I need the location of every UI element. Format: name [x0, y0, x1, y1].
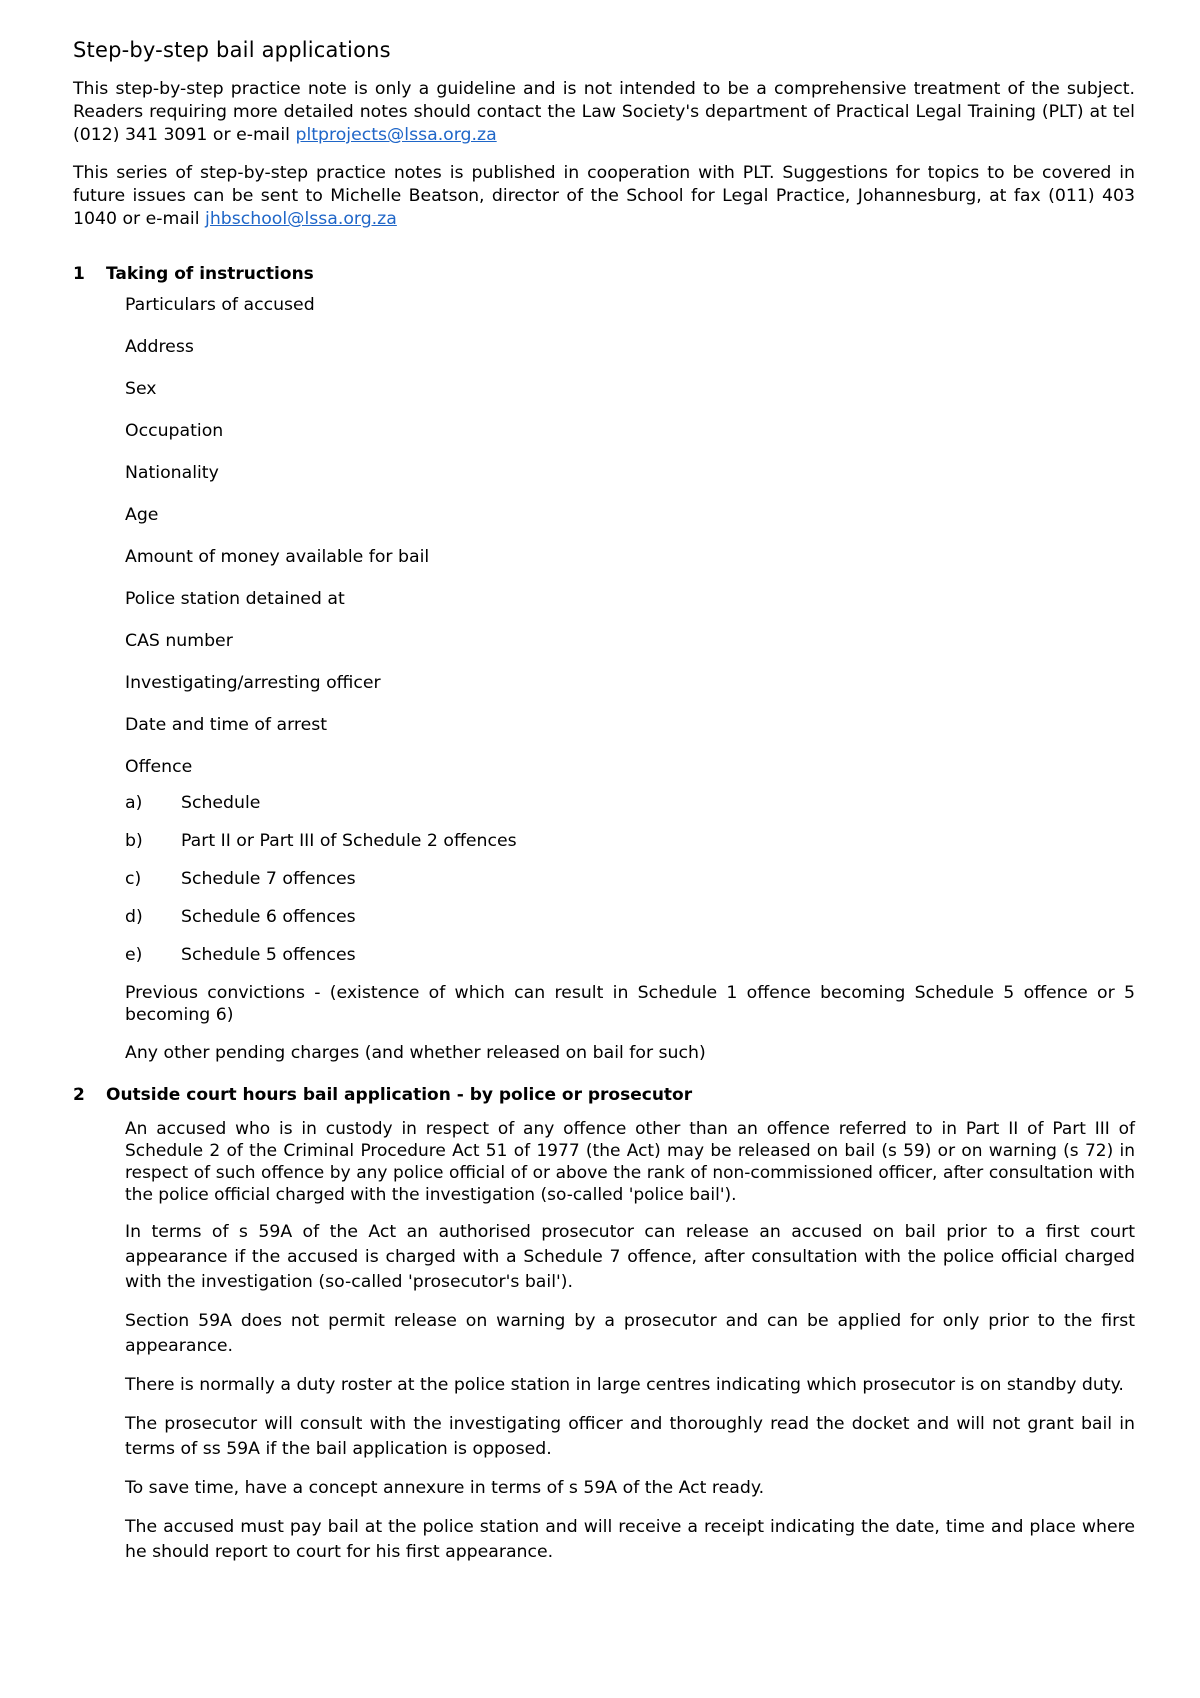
section-1-title: Taking of instructions	[106, 264, 314, 284]
sub-item-label: a)	[125, 793, 143, 813]
sub-item	[125, 792, 1135, 814]
intro-2-text: This series of step-by-step practice notes is published in cooperation with PLT. Suggestions for topics to be covered in future issues can be sent to Michelle Beatson, director of the School for Legal Practice, Johannesburg, at fax (011) 403 1040 or e-mail	[73, 163, 1135, 229]
list-item: Particulars of accused	[125, 295, 315, 315]
section-2-heading	[73, 1084, 1135, 1106]
list-item: Offence	[125, 757, 193, 777]
sub-item-label: d)	[125, 907, 143, 927]
intro-1-text: This step-by-step practice note is only a guideline and is not intended to be a comprehensive treatment of the subject. Readers requiring more detailed notes should contact the Law Society's department of Practical Legal Training (PLT) at tel (012) 341 3091 or e-mail	[73, 79, 1135, 145]
section-1-number: 1	[73, 264, 85, 284]
previous-convictions-item: Previous convictions - (existence of which can result in Schedule 1 offence becoming Schedule 5 offence or 5 becoming 6)	[125, 983, 1135, 1025]
sub-item-text: Schedule 6 offences	[181, 907, 356, 927]
sub-item-text: Part II or Part III of Schedule 2 offences	[181, 831, 517, 851]
sub-item	[125, 944, 1135, 966]
email-link-jhbschool[interactable]: jhbschool@lssa.org.za	[205, 209, 397, 229]
section-2-paragraph: To save time, have a concept annexure in terms of s 59A of the Act ready.	[125, 1478, 765, 1498]
page-title: Step-by-step bail applications	[73, 38, 391, 62]
sub-item	[125, 830, 1135, 852]
sub-item	[125, 906, 1135, 928]
sub-item-label: b)	[125, 831, 143, 851]
list-item: Date and time of arrest	[125, 715, 328, 735]
sub-item-text: Schedule 5 offences	[181, 945, 356, 965]
sub-item-label: c)	[125, 869, 142, 889]
section-2-paragraph: There is normally a duty roster at the police station in large centres indicating which prosecutor is on standby duty.	[125, 1375, 1124, 1395]
list-item: Amount of money available for bail	[125, 547, 430, 567]
email-link-plt[interactable]: pltprojects@lssa.org.za	[295, 125, 497, 145]
list-item: CAS number	[125, 631, 233, 651]
section-2-paragraph: An accused who is in custody in respect of any offence other than an offence referred to in Part II of Part III of Schedule 2 of the Criminal Procedure Act 51 of 1977 (the Act) may be released on bail (s 59) or on warning (s 72) in respect of such offence by any police official of or above the rank of non-commissioned officer, after consultation with the police official charged with the investigation (so-called 'police bail').	[125, 1119, 1135, 1205]
section-2-paragraph: Section 59A does not permit release on warning by a prosecutor and can be applied for only prior to the first appearance.	[125, 1311, 1135, 1356]
section-2-number: 2	[73, 1085, 85, 1105]
section-2-paragraph: In terms of s 59A of the Act an authorised prosecutor can release an accused on bail prior to a first court appearance if the accused is charged with a Schedule 7 offence, after consultation with the police official charged with the investigation (so-called 'prosecutor's bail').	[125, 1222, 1135, 1292]
section-2-paragraph: The accused must pay bail at the police station and will receive a receipt indicating the date, time and place where he should report to court for his first appearance.	[125, 1517, 1135, 1562]
section-2-title: Outside court hours bail application - by police or prosecutor	[106, 1085, 693, 1105]
intro-paragraph-2	[73, 162, 1135, 231]
list-item: Occupation	[125, 421, 224, 441]
section-1-heading	[73, 263, 1135, 285]
list-item: Address	[125, 337, 194, 357]
intro-paragraph-1	[73, 78, 1135, 147]
sub-item-label: e)	[125, 945, 143, 965]
list-item: Age	[125, 505, 159, 525]
sub-item-text: Schedule	[181, 793, 261, 813]
list-item: Police station detained at	[125, 589, 345, 609]
list-item: Nationality	[125, 463, 219, 483]
list-item: Sex	[125, 379, 157, 399]
pending-charges-item: Any other pending charges (and whether released on bail for such)	[125, 1043, 706, 1063]
document-page	[73, 36, 1135, 1579]
sub-item	[125, 868, 1135, 890]
list-item: Investigating/arresting officer	[125, 673, 381, 693]
sub-item-text: Schedule 7 offences	[181, 869, 356, 889]
section-2-paragraph: The prosecutor will consult with the investigating officer and thoroughly read the docket and will not grant bail in terms of ss 59A if the bail application is opposed.	[125, 1414, 1135, 1459]
